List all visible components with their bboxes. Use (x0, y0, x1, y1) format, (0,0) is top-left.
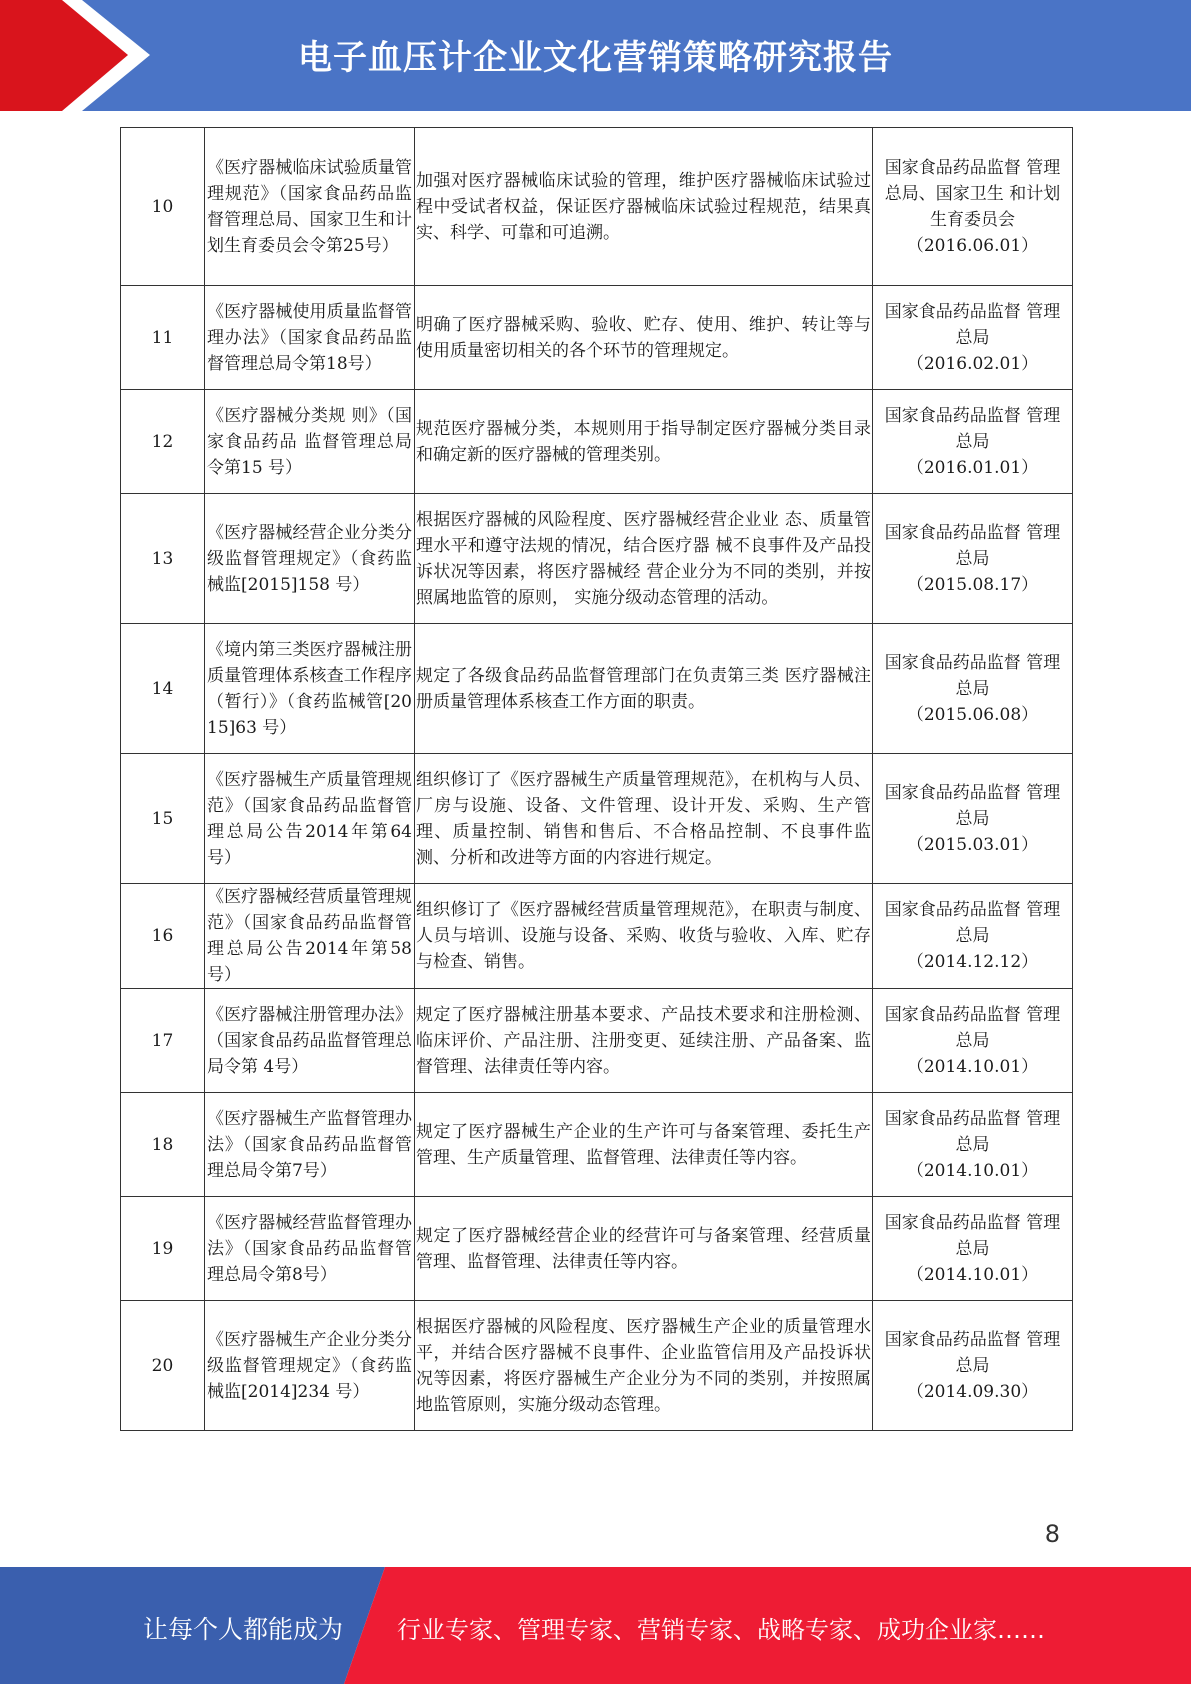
regulation-name-cell: 《医疗器械生产质量管理规范》（国家食品药品监督管理总局公告2014年第64号） (205, 754, 415, 884)
regulation-description-cell: 规定了医疗器械注册基本要求、产品技术要求和注册检测、临床评价、产品注册、注册变更、延续注册、产品备案、监督管理、法律责任等内容。 (415, 989, 873, 1093)
footer-slogan-left: 让每个人都能成为 (143, 1615, 344, 1644)
issuer-cell (873, 989, 1073, 1093)
regulation-description-cell: 根据医疗器械的风险程度、医疗器械生产企业的质量管理水平，并结合医疗器械不良事件、企业监管信用及产品投诉状况等因素，将医疗器械生产企业分为不同的类别，并按照属地监管原则，实施分级动态管理。 (415, 1301, 873, 1431)
row-number-cell: 15 (121, 754, 205, 884)
table-row (121, 884, 1073, 989)
issuer-name: 国家食品药品监督 管理总局 (884, 1004, 1061, 1051)
row-number-cell: 11 (121, 286, 205, 390)
regulation-description-cell: 根据医疗器械的风险程度、医疗器械经营企业业 态、质量管理水平和遵守法规的情况，结合医疗器 械不良事件及产品投诉状况等因素，将医疗器械经 营企业分为不同的类别，并按照属地监管的原则， 实施分级动态管理的活动。 (415, 494, 873, 624)
table-row (121, 1301, 1073, 1431)
issuer-name: 国家食品药品监督 管理总局 (884, 1212, 1061, 1259)
regulation-description-cell: 规定了各级食品药品监督管理部门在负责第三类 医疗器械注册质量管理体系核查工作方面的职责。 (415, 624, 873, 754)
regulation-name-cell: 《医疗器械经营质量管理规范》（国家食品药品监督管理总局公告2014年第58号） (205, 884, 415, 989)
issuer-name: 国家食品药品监督 管理总局 (884, 522, 1061, 569)
row-number-cell: 17 (121, 989, 205, 1093)
regulation-description-cell: 规定了医疗器械经营企业的经营许可与备案管理、经营质量管理、监督管理、法律责任等内容。 (415, 1197, 873, 1301)
footer-slogan-right: 行业专家、管理专家、营销专家、战略专家、成功企业家…… (397, 1616, 1045, 1644)
row-number-cell: 18 (121, 1093, 205, 1197)
report-title: 电子血压计企业文化营销策略研究报告 (298, 38, 893, 78)
issuer-name: 国家食品药品监督 管理总局 (884, 1329, 1061, 1376)
page-number: 8 (1044, 1520, 1060, 1548)
regulation-description-cell: 规定了医疗器械生产企业的生产许可与备案管理、委托生产管理、生产质量管理、监督管理、法律责任等内容。 (415, 1093, 873, 1197)
row-number-cell: 13 (121, 494, 205, 624)
issuer-cell (873, 754, 1073, 884)
table-row (121, 494, 1073, 624)
effective-date: （2014.10.01） (906, 1264, 1039, 1285)
regulation-description-cell: 组织修订了《医疗器械经营质量管理规范》，在职责与制度、人员与培训、设施与设备、采购、收货与验收、入库、贮存与检查、销售。 (415, 884, 873, 989)
effective-date: （2015.08.17） (906, 574, 1039, 595)
effective-date: （2016.02.01） (906, 353, 1039, 374)
issuer-name: 国家食品药品监督 管理总局 (884, 652, 1061, 699)
table-row (121, 624, 1073, 754)
page-footer (0, 1567, 1191, 1684)
regulation-name-cell: 《医疗器械分类规 则》（国家食品药品 监督管理总局令第15 号） (205, 390, 415, 494)
regulation-description-cell: 组织修订了《医疗器械生产质量管理规范》，在机构与人员、厂房与设施、设备、文件管理、设计开发、采购、生产管理、质量控制、销售和售后、不合格品控制、不良事件监测、分析和改进等方面的内容进行规定。 (415, 754, 873, 884)
issuer-name: 国家食品药品监督 管理总局、国家卫生 和计划生育委员会 (884, 157, 1061, 230)
table-row (121, 989, 1073, 1093)
regulation-description-cell: 加强对医疗器械临床试验的管理，维护医疗器械临床试验过程中受试者权益，保证医疗器械临床试验过程规范，结果真实、科学、可靠和可追溯。 (415, 128, 873, 286)
regulation-name-cell: 《医疗器械使用质量监督管理办法》（国家食品药品监督管理总局令第18号） (205, 286, 415, 390)
effective-date: （2015.06.08） (906, 704, 1039, 725)
issuer-cell (873, 624, 1073, 754)
table-row (121, 128, 1073, 286)
effective-date: （2014.10.01） (906, 1160, 1039, 1181)
issuer-name: 国家食品药品监督 管理总局 (884, 782, 1061, 829)
issuer-name: 国家食品药品监督 管理总局 (884, 1108, 1061, 1155)
issuer-name: 国家食品药品监督 管理总局 (884, 900, 1061, 946)
regulation-description-cell: 规范医疗器械分类，本规则用于指导制定医疗器械分类目录和确定新的医疗器械的管理类别。 (415, 390, 873, 494)
header-chevron-icon (0, 0, 160, 111)
regulation-description-cell: 明确了医疗器械采购、验收、贮存、使用、维护、转让等与使用质量密切相关的各个环节的管理规定。 (415, 286, 873, 390)
issuer-name: 国家食品药品监督 管理总局 (884, 301, 1061, 348)
regulation-name-cell: 《医疗器械临床试验质量管理规范》（国家食品药品监督管理总局、国家卫生和计划生育委员会令第25号） (205, 128, 415, 286)
effective-date: （2014.09.30） (906, 1381, 1039, 1402)
row-number-cell: 16 (121, 884, 205, 989)
effective-date: （2015.03.01） (906, 834, 1039, 855)
row-number-cell: 14 (121, 624, 205, 754)
regulation-name-cell: 《医疗器械注册管理办法》（国家食品药品监督管理总局令第 4号） (205, 989, 415, 1093)
row-number-cell: 19 (121, 1197, 205, 1301)
issuer-cell (873, 1301, 1073, 1431)
issuer-cell (873, 1197, 1073, 1301)
regulation-name-cell: 《医疗器械生产监督管理办法》（国家食品药品监督管理总局令第7号） (205, 1093, 415, 1197)
table-row (121, 1197, 1073, 1301)
effective-date: （2016.06.01） (906, 235, 1039, 256)
row-number-cell: 10 (121, 128, 205, 286)
effective-date: （2014.10.01） (906, 1056, 1039, 1077)
table-row (121, 754, 1073, 884)
issuer-cell (873, 390, 1073, 494)
effective-date: （2016.01.01） (906, 457, 1039, 478)
regulation-name-cell: 《医疗器械经营监督管理办法》（国家食品药品监督管理总局令第8号） (205, 1197, 415, 1301)
page-header (0, 0, 1191, 111)
row-number-cell: 12 (121, 390, 205, 494)
issuer-cell (873, 494, 1073, 624)
regulations-table (120, 127, 1073, 1431)
table-row (121, 390, 1073, 494)
issuer-cell (873, 286, 1073, 390)
issuer-cell (873, 884, 1073, 989)
issuer-cell (873, 1093, 1073, 1197)
issuer-cell (873, 128, 1073, 286)
effective-date: （2014.12.12） (906, 952, 1039, 972)
issuer-name: 国家食品药品监督 管理总局 (884, 405, 1061, 452)
row-number-cell: 20 (121, 1301, 205, 1431)
table-row (121, 286, 1073, 390)
table-row (121, 1093, 1073, 1197)
regulation-name-cell: 《医疗器械生产企业分类分级监督管理规定》（食药监械监[2014]234 号） (205, 1301, 415, 1431)
regulation-name-cell: 《境内第三类医疗器械注册质量管理体系核查工作程序（暂行）》（食药监械管[2015]63 号） (205, 624, 415, 754)
regulation-name-cell: 《医疗器械经营企业分类分级监督管理规定》（食药监械监[2015]158 号） (205, 494, 415, 624)
regulations-table-body (121, 128, 1073, 1431)
